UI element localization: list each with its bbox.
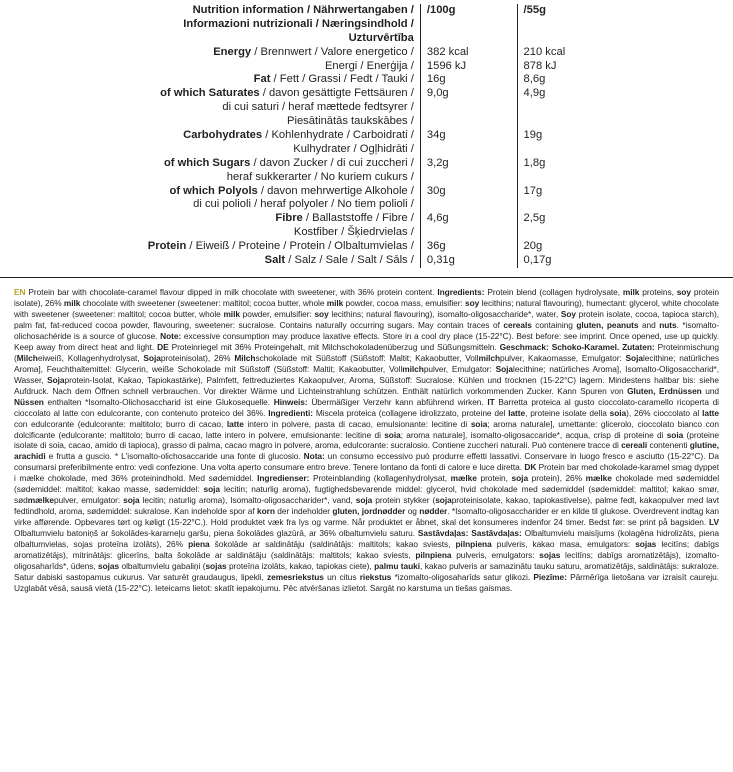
language-tag-it: IT [487,396,495,407]
row-label-main: of which Sugars [163,156,251,169]
ingredients-text-de: Proteinriegel mit 36% Proteingehalt, mit Milchschokoladenüberzug und Süßungsmitteln. Geschmack: Schoko-Karamel. Zutaten: Proteinmischung (Milcheiweiß, Kollagenhydrolysat, Sojaproteinisolat), 26% Milchschokolade mit Süßstoff (Süßstoff: Maltit; Kakaobutter, Vollmilchpulver, Kakaomasse, Emulgator: Sojalecithine; natürliches Aroma], Feuchthaltemittel: Glycerin, weiße Schokolade mit Süßstoff (Süßstoff: Maltit; Kakaobutter, Vollmilchpulver, Emulgator: Sojalecithine; natürliches Aroma], Isomalto-Oligosaccharid*, Wasser, Sojaprotein-Isolat, Kakao, Tapiokastärke), Palmfett, fettreduziertes Kakaopulver, Aroma, Süßstoff: Sucralose. Kühlen und trocknen (15-22°C) lagern. Mindestens haltbar bis: siehe Aufdruck. Nach dem Öffnen schnell verbrauchen. Vor direkter Wärme und Lichteinstrahlung schützen. Enthält natürlich vorkommenden Zucker. Kann Spuren von Gluten, Erdnüssen und Nüssen enthalten *Isomalto-Olichosaccharid ist eine Glukosequelle. Hinweis: Übermäßiger Verzehr kann abführend wirken. [14,341,720,407]
row-value-55g: 19g [517,129,606,157]
row-label-line2: Kostfiber / Šķiedrvielas / [293,226,414,239]
row-label-main: of which Saturates [160,87,260,100]
row-value-100g [420,46,517,74]
language-tag-en: EN [14,286,26,297]
row-value-100g: 0,31g [420,254,517,268]
row-label-rest: / davon Zucker / di cui zuccheri / [250,156,414,169]
table-row [127,212,607,240]
row-value-100g: 16g [420,73,517,87]
row-label-rest: / Salz / Sale / Salt / Sāls / [285,254,414,267]
value-kcal: 382 kcal [426,45,469,58]
row-label-fibre [127,212,421,240]
ingredients-text-lv: Olbaltumvielu batoniņš ar šokolādes-karameļu garšu, piena šokolādes glazūrā, ar 36% olbaltumvielu saturu. Sastāvdaļas: Sastāvdaļas: Olbaltumvielu maisījums (kolagēna hidrolizāts, piena olbaltumvielas, sojas proteīna izolāts), 26% piena šokolāde ar saldinātāju (saldinātājs: maltitols; kakao sviests, pilnpiena pulveris, kakao masa, emulgators: sojas lecitīns; dabīgs aromatizētājs), mitrinātājs: glicerīns, balta šokolāde ar saldinātāju (saldinātājs: maltitols; kakao sviests, pilnpiena pulveris, emulgators: sojas lecitīns; dabīgs aromatizētājs), izomalto-oligosaharīds*, ūdens, sojas olbaltumvielu gabaliņi (sojas proteīna izolāts, kakao, tapiokas ciete), palmu tauki, kakao pulveris ar samazinātu tauku saturu, aromatizētājs, saldinātājs: sukraloze. Satur dabiski sastopamus cukurus. Var saturēt graudaugus, lipekli, zemesriekstus un citus riekstus *izomalto-oligosaharīds satur glikozi. Piezīme: Pārmērīga lietošana var izraisīt caureju. Uzglabāt vēsā, sausā vietā (15-22°C). Ieteicams lietot: skatīt iepakojumu. Pēc atvēršanas izlietot. Sargāt no karstuma un tiešas gaismas. [14,528,720,594]
row-label-polyols [127,185,421,213]
row-label-salt [127,254,421,268]
ingredients-text-it: Barretta proteica al gusto cioccolato-caramello ricoperta di cioccolato al latte con edulcorante, con contenuto proteico del 36%. Ingredienti: Miscela proteica (collagene idrolizzato, proteine del latte, proteine isolate della soia), 26% cioccolato al latte con edulcorante (edulcorante: maltitolo; burro di cacao, latte intero in polvere, pasta di cacao, emulsionante: lecitine di soia; aroma naturale], umettante: glicerolo, cioccolato bianco con dolcificante (edulcorante: maltitolo; burro di cacao, latte intero in polvere, emulsionante: lecitine di soia; aroma naturale], isomalto-oligosaccaride*, acqua, crisp di proteine di soia (proteine isolate di soia, cacao, amido di tapioca), grasso di palma, cacao magro in polvere, aroma, edulcorante: sucralosio. Contiene zuccheri naturali. Può contenere tracce di cereali contenenti glutine, arachidi e frutta a guscio. * L'isomalto-olichosaccaride una fonte di glucosio. Nota: un consumo eccessivo può produrre effetti lassativi. Conservare in luogo fresco e asciutto (15-22°C). Da consumarsi preferibilmente entro: vedi confezione. Una volta aperto consumare entro breve. Tenere lontano da fonti di calore e luce diretta. [14,396,720,473]
row-label-main: Protein [147,240,187,253]
table-row [127,240,607,254]
row-label-protein [127,240,421,254]
row-label-carbohydrates [127,129,421,157]
row-label-main: of which Polyols [169,184,258,197]
row-label-rest: / Eiweiß / Proteine / Protein / Olbaltumvielas / [186,240,414,253]
row-label-main: Carbohydrates [183,129,263,142]
section-divider [0,277,733,278]
nutrition-information-section [0,0,733,278]
row-value-55g: 17g [517,185,606,213]
table-row [127,254,607,268]
row-value-55g [517,46,606,74]
table-row [127,129,607,157]
row-value-100g: 36g [420,240,517,254]
row-value-55g: 1,8g [517,157,606,185]
row-label-main: Fibre [275,212,303,225]
row-value-100g: 3,2g [420,157,517,185]
table-row [127,87,607,129]
header-line-1: Nutrition information / Nährwertangaben / [192,4,414,16]
row-label-line2: di cui saturi / heraf mættede fedtsyrer / [222,101,414,114]
row-value-100g: 4,6g [420,212,517,240]
nutrition-header-label [127,4,421,46]
row-label-line2: di cui polioli / heraf polyoler / No tiem polioli / [193,198,414,211]
value-kcal: 210 kcal [523,45,566,58]
row-label-energy [127,46,421,74]
table-row [127,73,607,87]
row-label-main: Energy [213,45,252,58]
nutrition-table [127,4,607,268]
language-tag-de: DE [157,341,169,352]
ingredients-paragraph [14,287,719,594]
row-value-55g: 8,6g [517,73,606,87]
row-value-55g: 20g [517,240,606,254]
row-label-saturates [127,87,421,129]
row-label-fat [127,73,421,87]
row-label-rest: / Ballaststoffe / Fibre / [302,212,414,225]
row-label-line2: heraf sukkerarter / No kuriem cukurs / [226,170,414,183]
row-label-sugars [127,157,421,185]
row-value-55g: 2,5g [517,212,606,240]
header-line-2: Informazioni nutrizionali / Næringsindhold / [183,17,414,30]
value-kj: 1596 kJ [426,59,467,72]
row-label-line2: Energi / Enerģija / [324,59,414,72]
row-label-main: Fat [253,73,271,86]
table-row [127,157,607,185]
language-tag-dk: DK [524,462,537,473]
table-header-row [127,4,607,46]
value-kj: 878 kJ [523,59,557,72]
ingredients-section [0,278,733,600]
row-label-rest: / davon gesättigte Fettsäuren / [259,87,414,100]
ingredients-text-dk: Protein bar med chokolade-karamel smag dyppet i mælke chokolade, med 36% proteinindhold. Med sødemiddel. Ingredienser: Proteinblanding (kollagenhydrolysat, mælke protein, soja protein), 26% mælke chokolade med sødemiddel (sødemiddel: maltitol; kakao masse, sødemiddel: soja lecitin; naturlig aroma), fugtighedsbevarende middel: glycerol, hvid chokolade med sødemiddel (sødemiddel: maltitol; kakao smør, sødmælkepulver, emulgator: soja lecitin; naturlig aroma), Isomalto-oligosaccharider*, vand, soja protein stykker (sojaproteinisolate, kakao, tapiokastivelse), palme fedt, kakaopulver med lavt fedtindhold, aroma, sødemiddel: sukralose. Kan indeholde spor af korn der indeholder gluten, jordnødder og nødder. *Isomalto-oligosaccharider er en kilde til glukose. Overdrevent indtag kan virke afførende. Opbevares tørt og køligt (15-22°C.). Hold produktet væk fra lys og varme. Når produktet er åbnet, skal det konsumeres indenfor 24 timer. Bedst før: se print på bagsiden. [14,462,720,528]
row-label-rest: / Fett / Grassi / Fedt / Tauki / [270,73,414,86]
table-row [127,46,607,74]
row-label-line3: Piesātinātās taukskābes / [287,115,414,128]
row-label-line2: Kulhydrater / Ogļhidrāti / [293,142,414,155]
row-value-100g: 34g [420,129,517,157]
language-tag-lv: LV [709,517,719,528]
row-value-55g: 0,17g [517,254,606,268]
header-line-3: Uzturvērtība [348,31,414,44]
ingredients-text-en: Protein bar with chocolate-caramel flavour dipped in milk chocolate with sweetener, with 36% protein content. Ingredients: Protein blend (collagen hydrolysate, milk proteins, soy protein isolate), 26% milk chocolate with sweetener (sweetener: maltitol; cocoa butter, whole milk powder, cocoa mass, emulsifier: soy lecithins; natural flavouring), humectant: glycerol, white chocolate with sweetener (sweetener: maltitol; cocoa butter, whole milk powder, emulsifier: soy lecithins; natural flavouring), isomalto-oligosaccharide*, water, Soy protein isolate, cocoa, tapioca starch), palm fat, fat-reduced cocoa powder, flavouring, sweetener: sucralose. Contains naturally occurring sugars. May contain traces of cereals containing gluten, peanuts and nuts. *isomalto-olichosachéride is a source of glucose. Note: excessive consumption may produce laxative effects. Store in a cool dry place (15-22°C). Best before: see imprint. Once opened, use up quickly. Keep away from direct heat and light. [14,286,719,352]
row-label-main: Salt [264,254,286,267]
row-value-100g: 9,0g [420,87,517,129]
column-header-55g: /55g [517,4,606,46]
row-label-rest: / Brennwert / Valore energetico / [251,45,414,58]
row-value-55g: 4,9g [517,87,606,129]
column-header-100g: /100g [420,4,517,46]
row-label-rest: / Kohlenhydrate / Carboidrati / [262,129,414,142]
table-row [127,185,607,213]
row-value-100g: 30g [420,185,517,213]
row-label-rest: / davon mehrwertige Alkohole / [257,184,414,197]
